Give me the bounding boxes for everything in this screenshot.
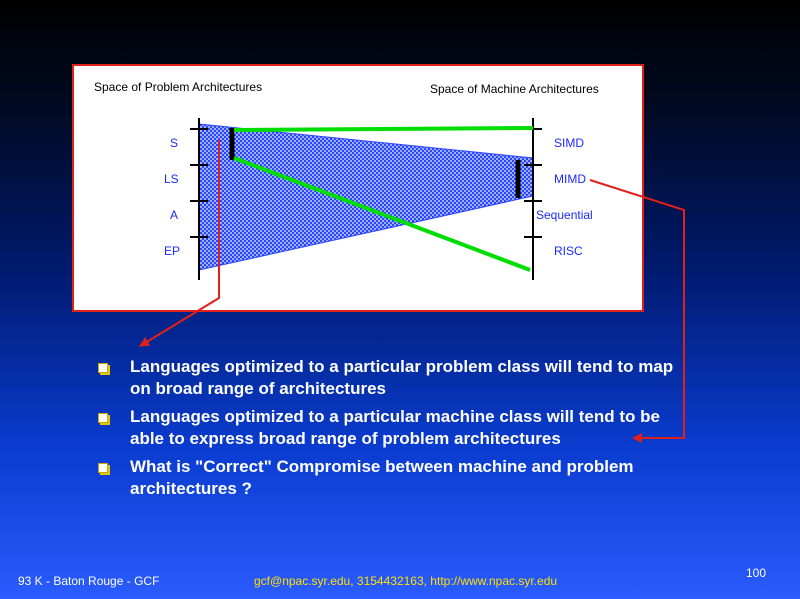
bullet-item — [98, 406, 698, 450]
machine-space-title: Space of Machine Architectures — [430, 82, 599, 96]
checkbox-bullet-icon — [98, 363, 108, 373]
mapping-wedge — [199, 124, 533, 270]
green-mapping-line — [234, 128, 533, 130]
footer-contact-text: gcf@npac.syr.edu, 3154432163, http://www.npac.syr.edu — [254, 574, 558, 588]
bullet-text: Languages optimized to a particular machine class will tend to be able to express broad range of problem architectures — [130, 407, 660, 448]
checkbox-bullet-icon — [98, 413, 108, 423]
problem-label-ls: LS — [164, 172, 179, 186]
bullet-text: Languages optimized to a particular problem class will tend to map on broad range of architectures — [130, 357, 674, 398]
machine-label-risc: RISC — [554, 244, 583, 258]
checkbox-bullet-icon — [98, 463, 108, 473]
problem-label-ep: EP — [164, 244, 181, 258]
machine-label-mimd: MIMD — [554, 172, 586, 186]
machine-label-simd: SIMD — [554, 136, 584, 150]
bullet-item — [98, 456, 698, 500]
problem-label-a: A — [170, 208, 179, 222]
machine-label-sequential: Sequential — [536, 208, 593, 222]
problem-space-title: Space of Problem Architectures — [94, 80, 263, 94]
bullet-list — [98, 356, 698, 506]
footer-left-text: 93 K - Baton Rouge - GCF — [18, 574, 160, 588]
problem-label-s: S — [170, 136, 179, 150]
bullet-text: What is "Correct" Compromise between machine and problem architectures ? — [130, 457, 634, 498]
bullet-item — [98, 356, 698, 400]
page-number: 100 — [746, 566, 767, 580]
